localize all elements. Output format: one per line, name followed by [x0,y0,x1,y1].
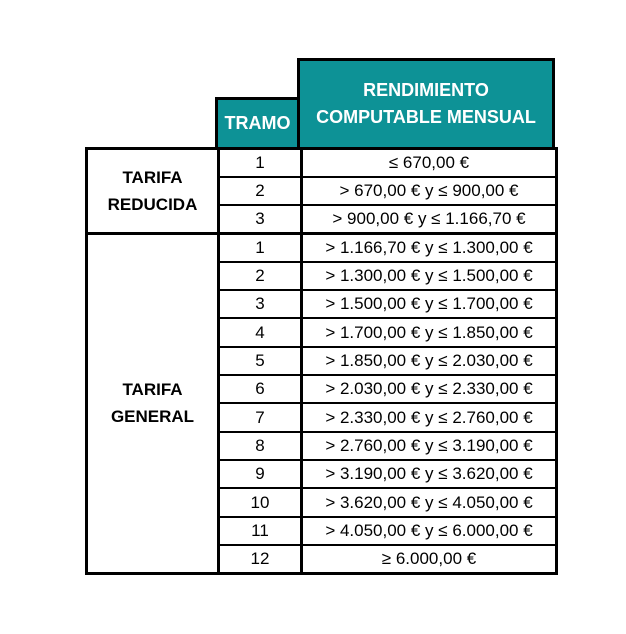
range-cell: ≤ 670,00 € [302,149,557,177]
tramo-cell: 8 [219,432,302,460]
range-cell: > 670,00 € y ≤ 900,00 € [302,177,557,205]
section-label-line2: GENERAL [110,407,195,427]
section-label-line1: TARIFA [122,380,183,400]
tramo-cell: 3 [219,205,302,233]
rendimiento-header-cell [297,58,555,150]
tramo-cell: 7 [219,403,302,431]
range-cell: > 1.850,00 € y ≤ 2.030,00 € [302,347,557,375]
tramo-cell: 12 [219,545,302,573]
tramo-cell: 6 [219,375,302,403]
range-cell: > 1.500,00 € y ≤ 1.700,00 € [302,290,557,318]
table-row [87,149,557,177]
tramo-header-label: TRAMO [224,113,291,133]
tramo-header-cell [215,97,300,150]
range-cell: > 2.030,00 € y ≤ 2.330,00 € [302,375,557,403]
tramo-cell: 2 [219,177,302,205]
range-cell: > 1.700,00 € y ≤ 1.850,00 € [302,318,557,346]
tariff-table-body [85,147,558,575]
section-label-line2: REDUCIDA [107,194,198,214]
tramo-cell: 10 [219,488,302,516]
rendimiento-header-line2: COMPUTABLE MENSUAL [316,107,536,127]
table-row [87,233,557,261]
range-cell: > 3.190,00 € y ≤ 3.620,00 € [302,460,557,488]
range-cell: > 1.166,70 € y ≤ 1.300,00 € [302,233,557,261]
range-cell: > 1.300,00 € y ≤ 1.500,00 € [302,262,557,290]
tramo-cell: 2 [219,262,302,290]
range-cell: ≥ 6.000,00 € [302,545,557,573]
rendimiento-header-line1: RENDIMIENTO [363,80,489,100]
tramo-cell: 9 [219,460,302,488]
tramo-cell: 1 [219,233,302,261]
range-cell: > 900,00 € y ≤ 1.166,70 € [302,205,557,233]
tramo-cell: 11 [219,517,302,545]
range-cell: > 4.050,00 € y ≤ 6.000,00 € [302,517,557,545]
tramo-cell: 3 [219,290,302,318]
range-cell: > 2.760,00 € y ≤ 3.190,00 € [302,432,557,460]
section-label-tarifa-reducida [87,149,219,234]
section-label-tarifa-general [87,233,219,573]
tramo-cell: 5 [219,347,302,375]
range-cell: > 3.620,00 € y ≤ 4.050,00 € [302,488,557,516]
range-cell: > 2.330,00 € y ≤ 2.760,00 € [302,403,557,431]
tramo-cell: 4 [219,318,302,346]
section-label-line1: TARIFA [122,167,183,187]
tramo-cell: 1 [219,149,302,177]
